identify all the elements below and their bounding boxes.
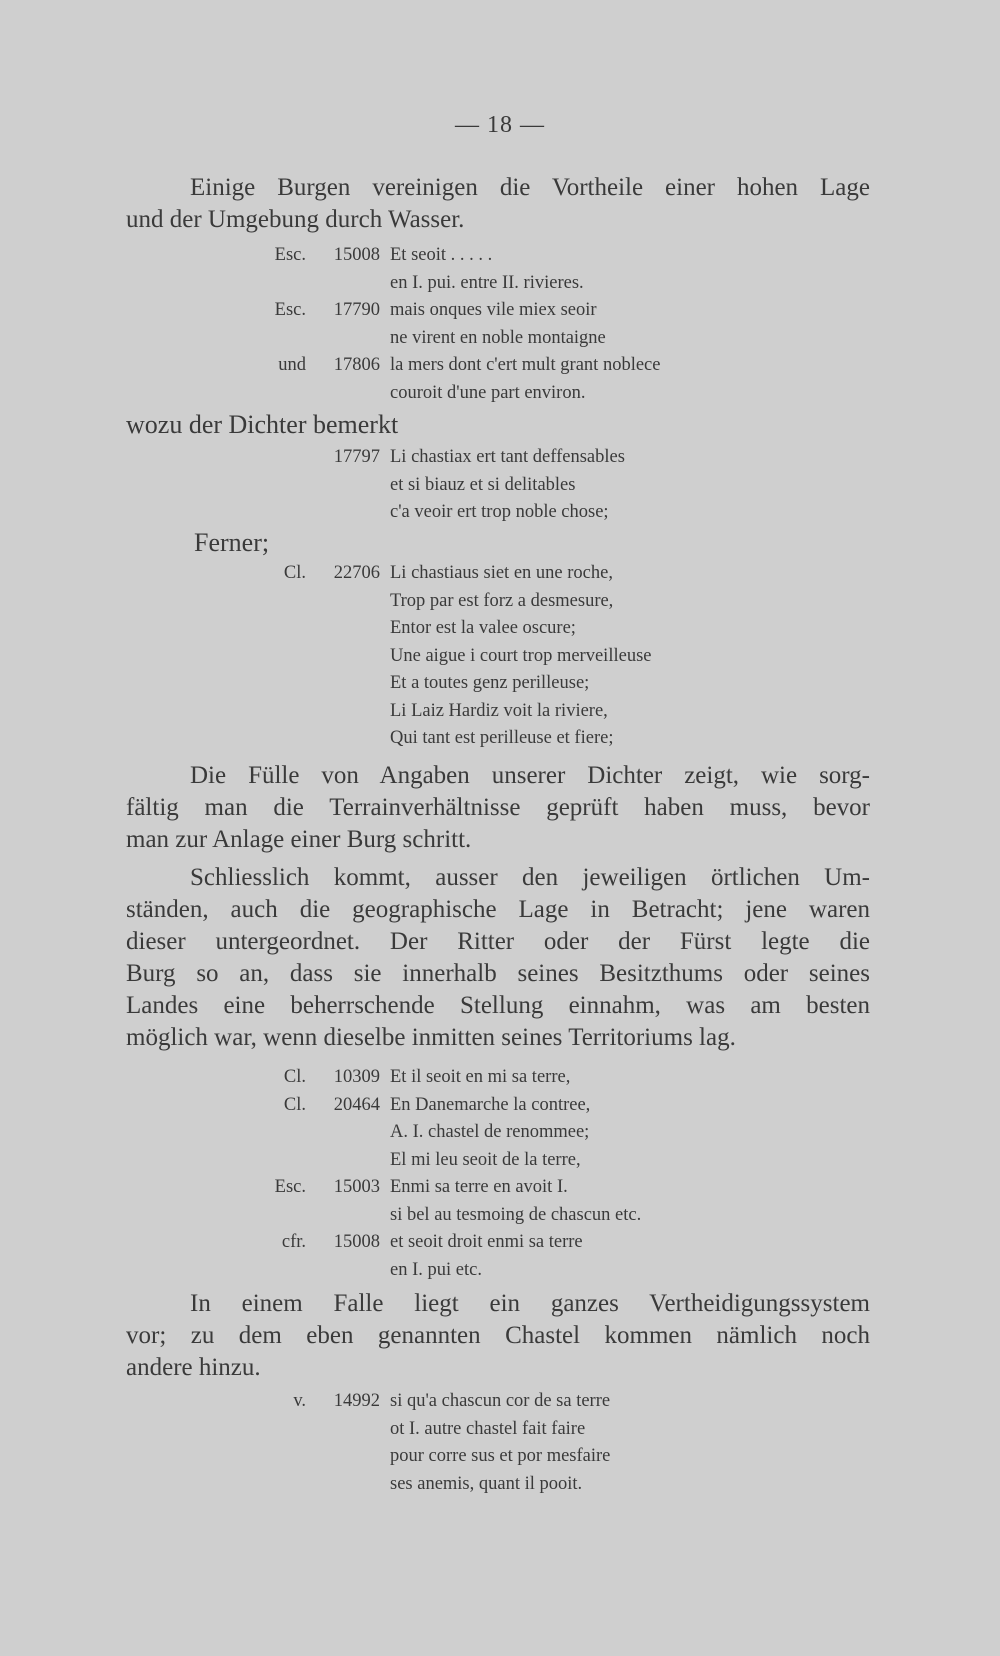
quote-source: cfr. [281, 1232, 306, 1252]
quote-text: ses anemis, quant il pooit. [390, 1473, 583, 1494]
quote-line [236, 1202, 641, 1230]
verse-number: 17790 [333, 300, 380, 320]
quote-block-5 [236, 1388, 610, 1498]
quote-source [236, 1202, 314, 1230]
quote-line [236, 1443, 610, 1471]
verse-number: 10309 [333, 1067, 380, 1087]
quote-block-2 [236, 444, 625, 527]
verse-number [314, 1416, 390, 1444]
verse-number [314, 1147, 390, 1175]
quote-line [236, 1229, 641, 1257]
quote-text: et si biauz et si delitables [390, 474, 576, 495]
quote-text: en I. pui. entre II. rivieres. [390, 272, 584, 293]
verse-number: 14992 [333, 1391, 380, 1411]
quote-line [236, 325, 660, 353]
quote-text: ot I. autre chastel fait faire [390, 1418, 586, 1439]
quote-line [236, 1257, 641, 1285]
quote-text: Li Laiz Hardiz voit la riviere, [390, 700, 608, 721]
quote-text: si qu'a chascun cor de sa terre [390, 1391, 611, 1411]
verse-number: 17806 [333, 355, 380, 375]
verse-number [314, 325, 390, 353]
paragraph-line: man zur Anlage einer Burg schritt. [126, 826, 472, 853]
quote-source [236, 725, 314, 753]
verse-number [314, 1471, 390, 1499]
quote-line [236, 670, 651, 698]
paragraph-line: In einem Falle liegt ein ganzes Vertheidigungssystem [190, 1290, 870, 1317]
verse-number [314, 1443, 390, 1471]
quote-block-4 [236, 1064, 641, 1284]
paragraph-line: Die Fülle von Angaben unserer Dichter zeigt, wie sorg- [190, 762, 870, 789]
quote-source [236, 1471, 314, 1499]
quote-source [236, 698, 314, 726]
quote-source: Esc. [274, 300, 306, 320]
quote-source [236, 615, 314, 643]
quote-line [236, 444, 625, 472]
quote-source: Cl. [283, 1094, 306, 1115]
quote-line [236, 698, 651, 726]
quote-source [236, 643, 314, 671]
quote-line [236, 588, 651, 616]
quote-block-1 [236, 242, 660, 407]
quote-source: Esc. [274, 245, 306, 265]
quote-line [236, 1092, 641, 1120]
verse-number [314, 698, 390, 726]
paragraph-line: fältig man die Terrainverhältnisse geprüft haben muss, bevor [126, 794, 870, 821]
verse-number [314, 643, 390, 671]
verse-number: 15008 [333, 245, 380, 265]
quote-source [236, 499, 314, 527]
verse-number: 22706 [333, 563, 380, 583]
quote-text: couroit d'une part environ. [390, 382, 586, 403]
quote-text: Et a toutes genz perilleuse; [390, 673, 590, 693]
paragraph-1 [126, 172, 870, 236]
paragraph-4 [126, 1288, 870, 1384]
verse-number [314, 472, 390, 500]
quote-text: Entor est la valee oscure; [390, 618, 576, 638]
quote-text: Et il seoit en mi sa terre, [390, 1067, 571, 1087]
quote-line [236, 615, 651, 643]
verse-number: 17797 [333, 447, 380, 467]
verse-number: 20464 [333, 1094, 380, 1115]
quote-line [236, 1471, 610, 1499]
quote-line [236, 297, 660, 325]
wozu-line: wozu der Dichter bemerkt [126, 410, 399, 439]
paragraph-line: Schliesslich kommt, ausser den jeweiligen örtlichen Um- [190, 864, 870, 891]
quote-source: Cl. [283, 1067, 306, 1087]
quote-source [236, 444, 314, 472]
quote-line [236, 1119, 641, 1147]
verse-number [314, 725, 390, 753]
quote-source [236, 1443, 314, 1471]
quote-source [236, 670, 314, 698]
verse-number [314, 270, 390, 298]
quote-source [236, 1416, 314, 1444]
quote-text: Li chastiax ert tant deffensables [390, 447, 625, 467]
quote-source: und [278, 355, 306, 375]
quote-text: Trop par est forz a desmesure, [390, 590, 614, 611]
quote-text: pour corre sus et por mesfaire [390, 1446, 611, 1466]
verse-number [314, 1119, 390, 1147]
quote-text: mais onques vile miex seoir [390, 300, 597, 320]
quote-source: Esc. [274, 1177, 306, 1197]
quote-text: A. I. chastel de renommee; [390, 1122, 590, 1142]
quote-text: Li chastiaus siet en une roche, [390, 563, 613, 583]
quote-text: ne virent en noble montaigne [390, 327, 606, 348]
quote-text: c'a veoir ert trop noble chose; [390, 502, 609, 522]
verse-number [314, 1202, 390, 1230]
quote-source [236, 1147, 314, 1175]
quote-line [236, 643, 651, 671]
quote-text: Qui tant est perilleuse et fiere; [390, 728, 614, 748]
paragraph-line: Landes eine beherrschende Stellung einnahm, was am besten [126, 992, 870, 1019]
quote-line [236, 1174, 641, 1202]
verse-number [314, 615, 390, 643]
quote-line [236, 1147, 641, 1175]
quote-line [236, 1064, 641, 1092]
quote-text: El mi leu seoit de la terre, [390, 1149, 581, 1170]
paragraph-2 [126, 760, 870, 856]
quote-text: Une aigue i court trop merveilleuse [390, 645, 652, 666]
page-number: — 18 — [455, 112, 545, 138]
quote-text: Enmi sa terre en avoit I. [390, 1177, 568, 1197]
quote-line [236, 352, 660, 380]
ferner-label: Ferner; [194, 528, 270, 557]
quote-text: et seoit droit enmi sa terre [390, 1232, 583, 1252]
quote-source [236, 472, 314, 500]
paragraph-line: vor; zu dem eben genannten Chastel kommen nämlich noch [126, 1322, 870, 1349]
paragraph-line: andere hinzu. [126, 1354, 261, 1381]
quote-source [236, 1119, 314, 1147]
quote-line [236, 380, 660, 408]
quote-text: Et seoit . . . . . [390, 245, 493, 265]
quote-text: la mers dont c'ert mult grant noblece [390, 355, 661, 375]
quote-source [236, 270, 314, 298]
verse-number: 15008 [333, 1232, 380, 1252]
quote-source [236, 1257, 314, 1285]
paragraph-line: und der Umgebung durch Wasser. [126, 206, 465, 233]
quote-line [236, 270, 660, 298]
verse-number [314, 499, 390, 527]
quote-line [236, 242, 660, 270]
quote-source [236, 380, 314, 408]
quote-text: si bel au tesmoing de chascun etc. [390, 1204, 642, 1225]
quote-line [236, 1388, 610, 1416]
verse-number: 15003 [333, 1177, 380, 1197]
quote-line [236, 560, 651, 588]
quote-line [236, 1416, 610, 1444]
paragraph-line: ständen, auch die geographische Lage in Betracht; jene waren [126, 896, 870, 923]
quote-line [236, 725, 651, 753]
paragraph-line: möglich war, wenn dieselbe inmitten seines Territoriums lag. [126, 1024, 736, 1051]
quote-line [236, 472, 625, 500]
quote-source: v. [293, 1391, 306, 1411]
paragraph-line: Einige Burgen vereinigen die Vortheile einer hohen Lage [190, 174, 870, 201]
quote-text: en I. pui etc. [390, 1259, 482, 1280]
paragraph-line: Burg so an, dass sie innerhalb seines Besitzthums oder seines [126, 960, 870, 987]
verse-number [314, 670, 390, 698]
paragraph-line: dieser untergeordnet. Der Ritter oder der Fürst legte die [126, 928, 870, 955]
quote-block-3 [236, 560, 651, 753]
verse-number [314, 588, 390, 616]
quote-source: Cl. [283, 563, 306, 583]
verse-number [314, 1257, 390, 1285]
quote-line [236, 499, 625, 527]
quote-source [236, 588, 314, 616]
quote-text: En Danemarche la contree, [390, 1094, 591, 1115]
verse-number [314, 380, 390, 408]
paragraph-3 [126, 862, 870, 1054]
quote-source [236, 325, 314, 353]
